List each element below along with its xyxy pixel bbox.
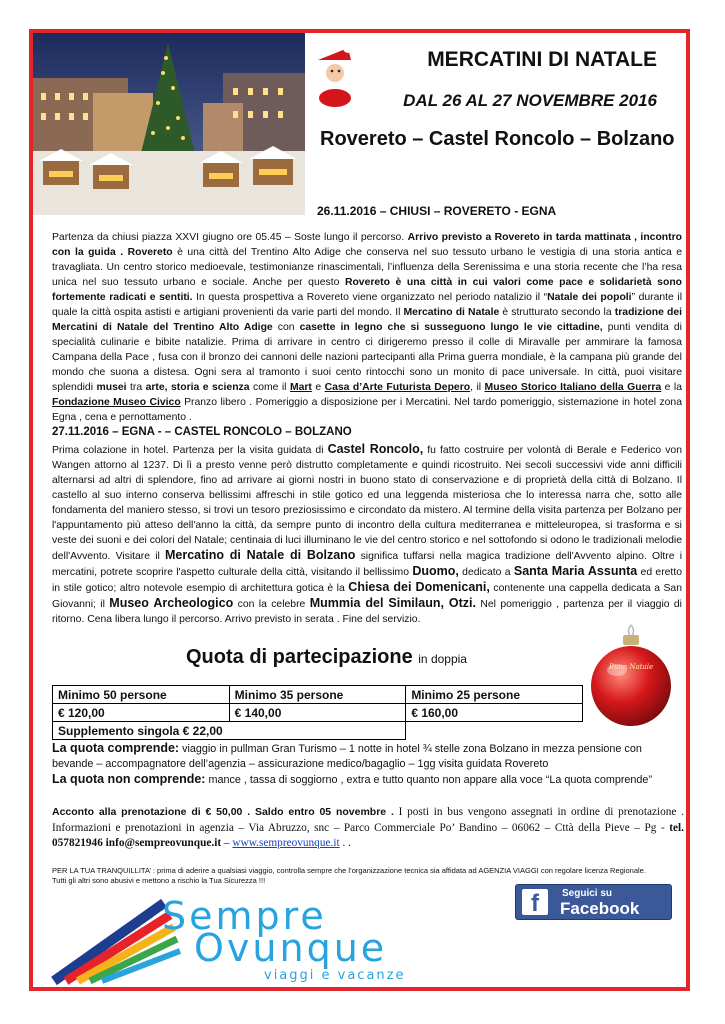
website-link[interactable]: www.sempreovunque.it bbox=[232, 837, 340, 849]
trip-route: Rovereto – Castel Roncolo – Bolzano bbox=[320, 128, 675, 150]
booking-info: Acconto alla prenotazione di € 50,00 . Saldo entro 05 novembre . I posti in bus vengono assegnati in ordine di prenotazione . Informazioni e prenotazioni in agenzia – Via Abruzzo, snc – Parco Commerciale Po’ Bandino – 06062 – Cttà della Pieve – Pg - tel. 057821946 info@sempreovunque.it – www.sempreovunque.it . . bbox=[52, 806, 684, 849]
price-cell: € 140,00 bbox=[229, 704, 406, 722]
supplement-cell: Supplemento singola € 22,00 bbox=[53, 722, 406, 740]
christmas-ornament-icon bbox=[590, 623, 672, 731]
day1-description: Partenza da chiusi piazza XXVI giugno ore 05.45 – Soste lungo il percorso. Arrivo previsto a Rovereto in tarda mattinata , incontro con la guida . Rovereto è una città del Trentino Alto Adige che conserva nel suo tessuto urbano le vestigia di una storia antica e travagliata. Un centro storico medioevale, testimonianze rinascimentali, l’influenza della Serenissima e una storia recente che l’ha resa unica nel suo tessuto urbano e sociale. Anche per questo Rovereto è una città in cui valori come pace e solidarietà sono fortemente radicati e sentiti. In questa prospettiva a Rovereto viene organizzato nel periodo natalizio il “Natale dei popoli” durante il quale la città ospita astisti e artigiani provenienti da varie parti del mondo. Il Mercatino di Natale è strutturato secondo la tradizione dei Mercatini di Natale del Trentino Alto Adige con casette in legno che si susseguono lungo le vie cittadine, punti vendita di specialità culinarie e bibite natalizie. Prima di arrivare in centro ci dirigeremo presso il colle di Miravalle per ammirare la famosa Campana della Pace , fusa con il bronzo dei cannoni delle nazioni partecipanti alla Prima guerra mondiale, è la campana più grande del mondo che suona a distesa. Ogni sera al tramonto i suoi cento rintocchi sono un monito di pace universale. In città, puoi visitare splendidi musei tra arte, storia e scienza come il Mart e Casa d’Arte Futurista Depero, il Museo Storico Italiano della Guerra e la Fondazione Museo Civico Pranzo libero . Pomeriggio a disposizione per i Mercatini. Nel tardo pomeriggio, sistemazione in hotel zona Egna , cena e pernottamento . bbox=[52, 232, 683, 423]
quota-heading: Quota di partecipazione in doppia bbox=[186, 646, 467, 668]
quota-includes: La quota comprende: viaggio in pullman Gran Turismo – 1 notte in hotel ¾ stelle zona Bolzano in mezza pensione con bevande – accompagnatore dell’agenzia – assicurazione medico/bagaglio – 1gg visita guidata Rovereto bbox=[52, 741, 642, 770]
day2-description: Prima colazione in hotel. Partenza per la visita guidata di Castel Roncolo, fu fatto costruire per volontà di Berale e Federico von Wangen attorno al 1237. Di lì a presto venne però distrutto completamente e quindi ricostruito. Nei secoli successivi vide anni difficili alternarsi ad altri di splendore, fino ad arrivare ai giorni nostri in buono stato di conservazione e di proprietà della città di Bolzano. Il castello al suo interno conserva bellissimi affreschi in stile gotico ed una leggenda misteriosa che lo interessa narra che, sotto alle fondamenta del maniero stesso, si trovi un tesoro preziosissimo e circondato da mistero. Al termine della visita partenza per Bolzano per l'appuntamento più atteso dell'anno la città, da sempre punto di incontro della cultura mediterranea e mitteleuropea, si trasforma e si veste dei suoni e dei colori del Natale; centinaia di luci illuminano le vie del centro storico e nel sottofondo si odono le tradizionali melodie dell'Avvento. Visitare il Mercatino di Natale di Bolzano significa tuffarsi nella magica tradizione dell'Avvento alpino. Oltre i mercatini, potrete scoprire l'aspetto culturale della città, visitando il bellissimo Duomo, dedicato a Santa Maria Assunta ed eretto in stile gotico; altro notevole esempio di architettura gotica è la Chiesa dei Domenicani, contenente una cappella dedicata a San Giovanni; il Museo Archeologico con la celebre Mummia del Similaun, Otzi. Nel pomeriggio , partenza per il viaggio di ritorno. Cena libera lungo il percorso. Arrivo previsto in serata . Fine del servizio. bbox=[52, 442, 682, 625]
facebook-icon: f bbox=[522, 889, 548, 915]
price-cell: € 160,00 bbox=[406, 704, 583, 722]
facebook-label: Facebook bbox=[560, 899, 640, 918]
legal-notice: PER LA TUA TRANQUILLITA’ : prima di aderire a qualsiasi viaggio, controlla sempre che l’organizzazione tecnica sia affidata ad AGENZIA VIAGGI con regolare licenza Regionale. Tutti gli altri sono abusivi e mettono a rischio la Tua Sicurezza !!! bbox=[52, 866, 646, 885]
quota-excludes: La quota non comprende: mance , tassa di soggiorno , extra e tutto quanto non appare alla voce “La quota comprende” bbox=[52, 772, 653, 786]
agency-logo bbox=[44, 893, 484, 988]
table-row bbox=[53, 704, 583, 722]
price-table bbox=[52, 685, 583, 740]
trip-dates: DAL 26 AL 27 NOVEMBRE 2016 bbox=[403, 91, 657, 110]
christmas-market-photo bbox=[33, 33, 305, 215]
logo-word-sempre: Sempre bbox=[162, 894, 327, 938]
facebook-follow-button[interactable] bbox=[515, 884, 672, 920]
page-title: MERCATINI DI NATALE bbox=[427, 48, 657, 71]
logo-tagline: viaggi e vacanze bbox=[264, 968, 406, 983]
table-row bbox=[53, 686, 583, 704]
day1-heading: 26.11.2016 – CHIUSI – ROVERETO - EGNA bbox=[317, 204, 557, 218]
santa-claus-icon bbox=[304, 40, 362, 108]
table-row bbox=[53, 722, 583, 740]
logo-word-ovunque: Ovunque bbox=[194, 926, 388, 970]
table-header-cell: Minimo 25 persone bbox=[406, 686, 583, 704]
price-cell: € 120,00 bbox=[53, 704, 230, 722]
facebook-follow-label: Seguici su bbox=[562, 888, 613, 899]
table-header-cell: Minimo 35 persone bbox=[229, 686, 406, 704]
ornament-label: Buon Natale bbox=[608, 663, 654, 671]
day2-heading: 27.11.2016 – EGNA - – CASTEL RONCOLO – BOLZANO bbox=[52, 426, 352, 438]
table-header-cell: Minimo 50 persone bbox=[53, 686, 230, 704]
